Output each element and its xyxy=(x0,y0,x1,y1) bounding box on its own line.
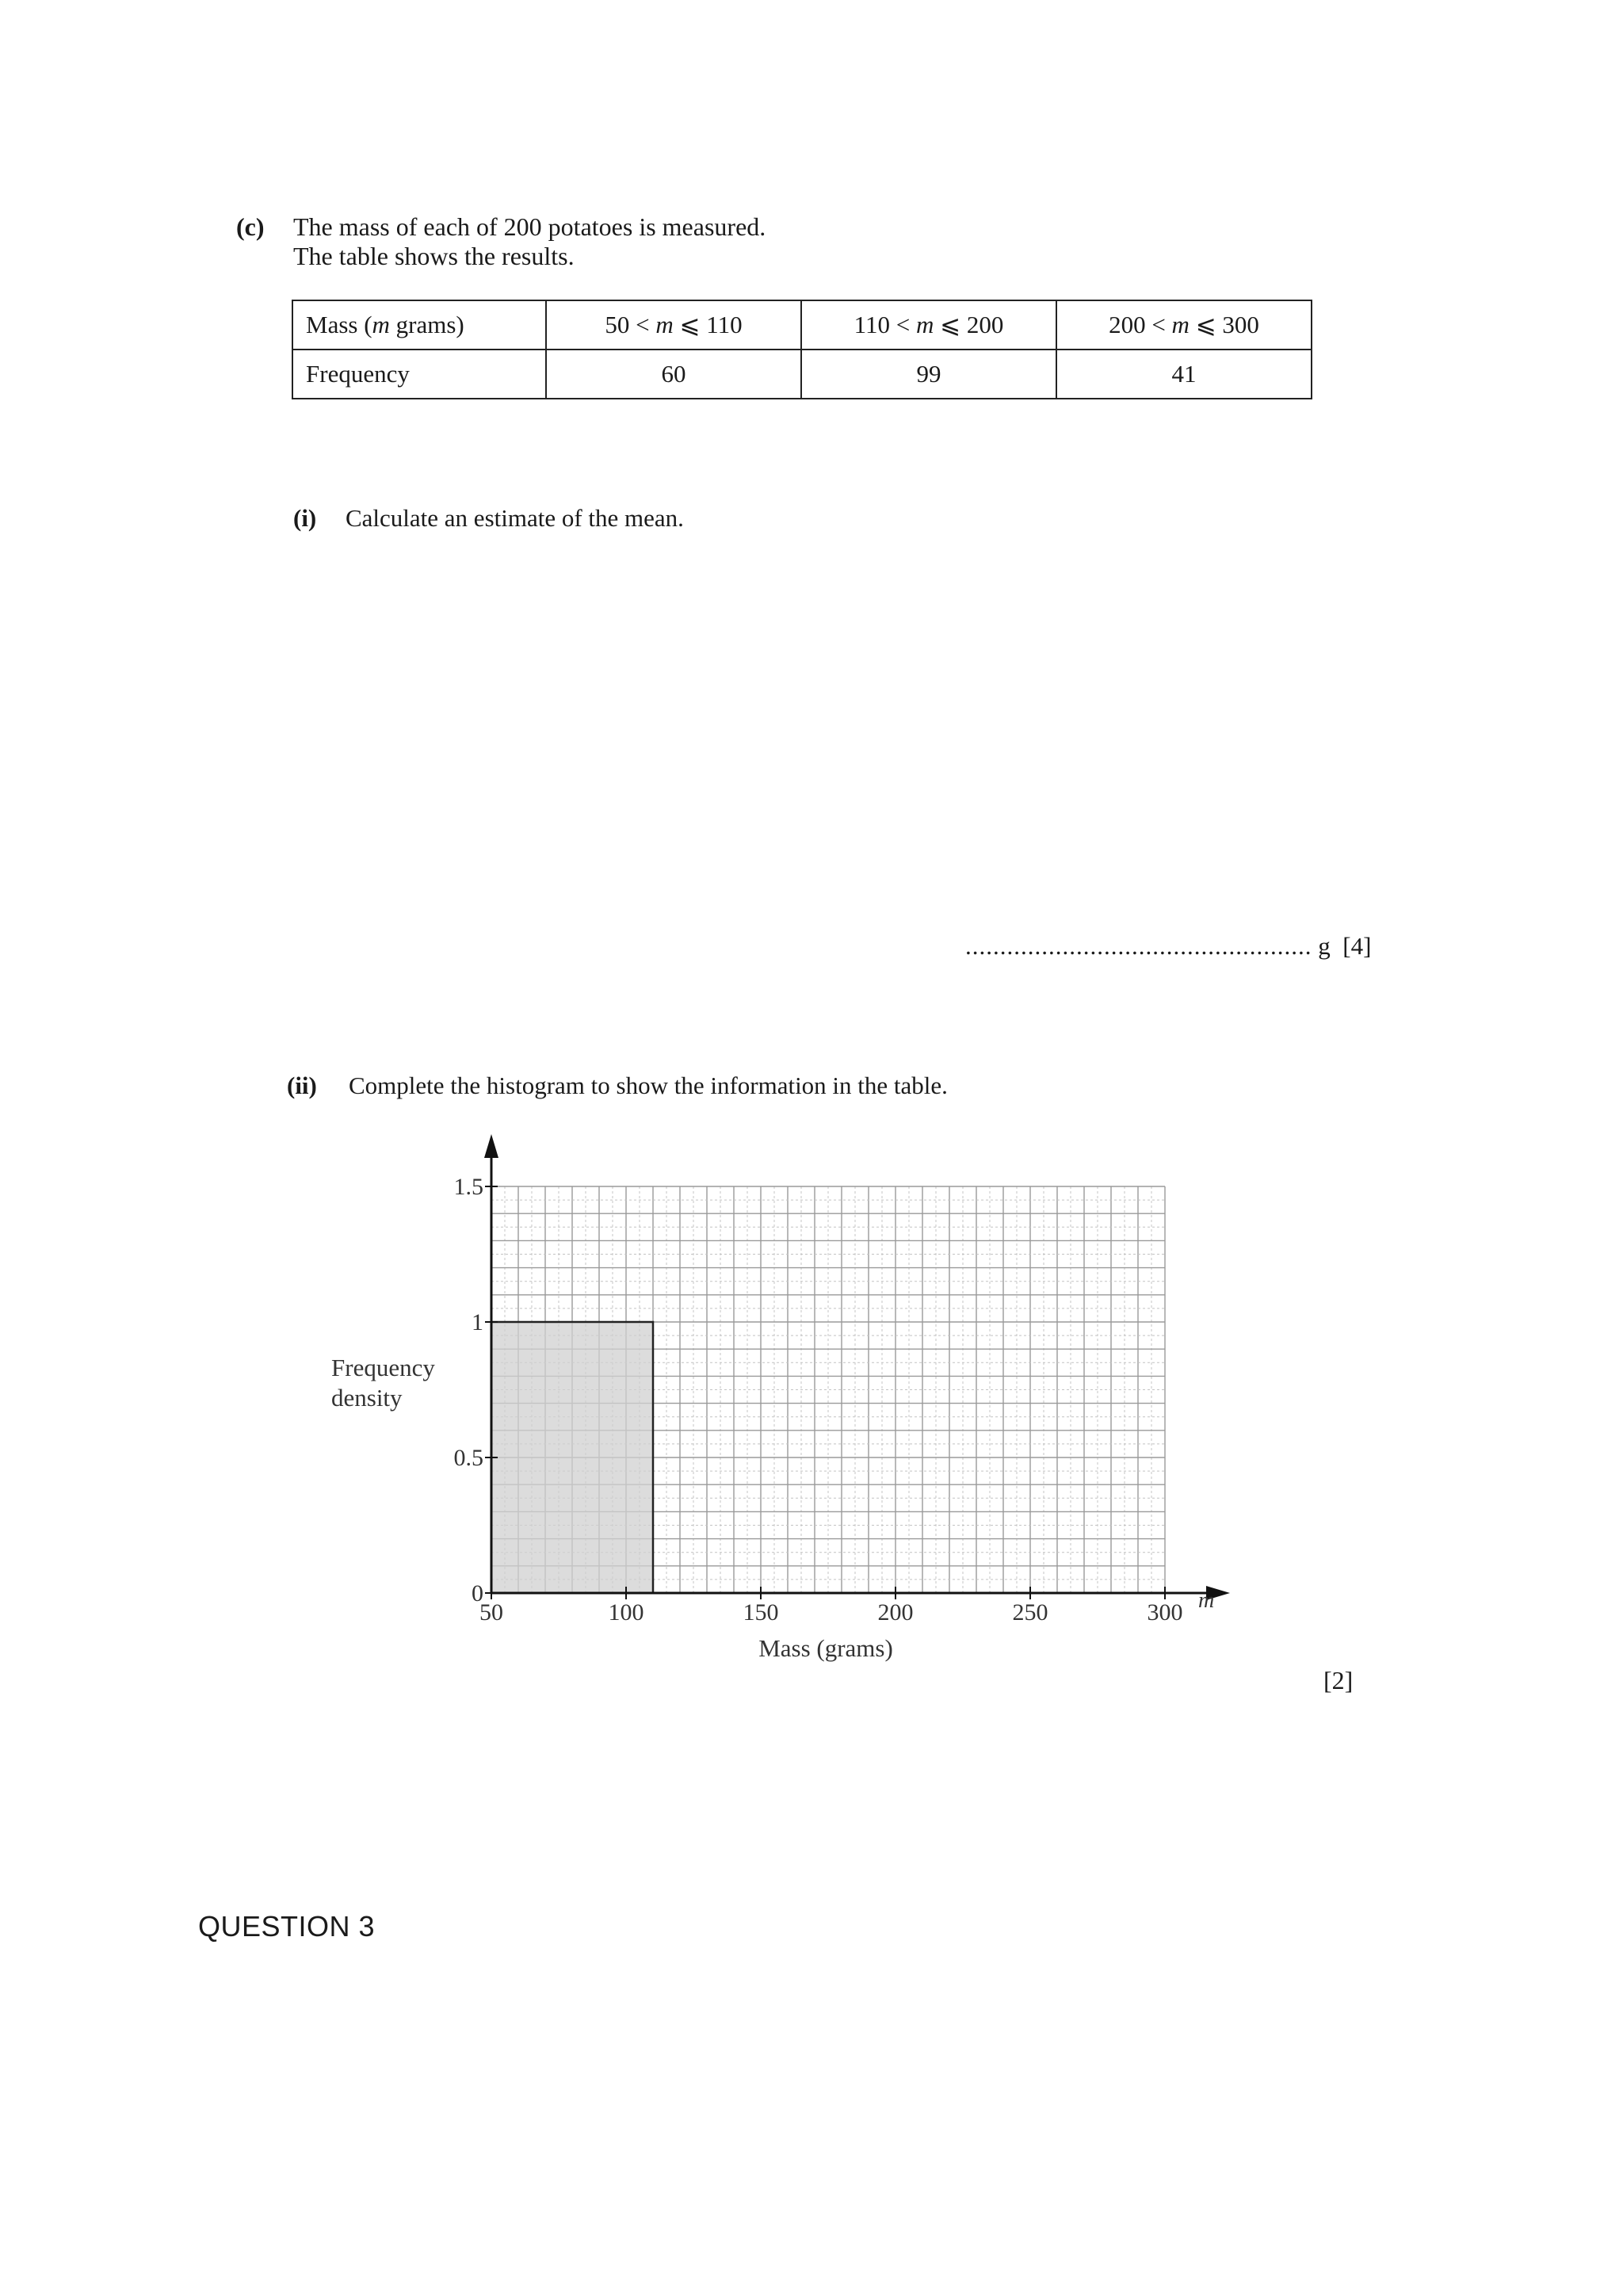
question-intro-line1: The mass of each of 200 potatoes is measured. xyxy=(293,212,766,241)
answer-unit: g xyxy=(1318,932,1331,960)
x-axis-label: Mass (grams) xyxy=(758,1634,893,1662)
y-tick-label: 0 xyxy=(472,1580,483,1606)
marks-ii: [2] xyxy=(1323,1666,1354,1694)
x-tick-label: 50 xyxy=(479,1599,503,1626)
y-tick-label: 1 xyxy=(472,1309,483,1335)
x-tick-label: 250 xyxy=(1012,1599,1048,1626)
x-tick-label: 150 xyxy=(743,1599,779,1626)
sub-question-ii-text: Complete the histogram to show the information in the table. xyxy=(349,1072,948,1099)
x-axis-variable: m xyxy=(1198,1588,1215,1613)
x-tick-label: 200 xyxy=(877,1599,914,1626)
frequency-row-header: Frequency xyxy=(292,350,546,399)
x-tick-label: 300 xyxy=(1147,1599,1183,1626)
y-tick-label: 1.5 xyxy=(453,1174,483,1200)
y-tick-label: 0.5 xyxy=(453,1445,483,1471)
frequency-cell-1: 60 xyxy=(546,350,801,399)
x-tick-label: 100 xyxy=(608,1599,644,1626)
histogram-bar-1 xyxy=(491,1322,653,1593)
part-label: (c) xyxy=(236,212,265,241)
frequency-cell-3: 41 xyxy=(1056,350,1312,399)
y-axis-label-line1: Frequency xyxy=(331,1354,435,1381)
frequency-cell-2: 99 xyxy=(801,350,1056,399)
mass-row-header: Mass (m grams) xyxy=(292,300,546,350)
question-3-heading: QUESTION 3 xyxy=(198,1910,376,1943)
sub-question-i-label: (i) xyxy=(293,504,317,532)
marks-i: [4] xyxy=(1342,932,1372,960)
sub-question-i-text: Calculate an estimate of the mean. xyxy=(346,504,684,532)
histogram-bars xyxy=(491,1322,653,1593)
interval-cell-1: 50 < m ⩽ 110 xyxy=(546,300,801,350)
interval-cell-2: 110 < m ⩽ 200 xyxy=(801,300,1056,350)
y-axis-arrow-icon xyxy=(484,1134,498,1158)
question-intro-line2: The table shows the results. xyxy=(293,242,575,270)
interval-cell-3: 200 < m ⩽ 300 xyxy=(1056,300,1312,350)
sub-question-ii-label: (ii) xyxy=(287,1072,317,1099)
answer-dots[interactable]: .................................................. xyxy=(965,932,1312,960)
y-axis-label-line2: density xyxy=(331,1384,403,1412)
